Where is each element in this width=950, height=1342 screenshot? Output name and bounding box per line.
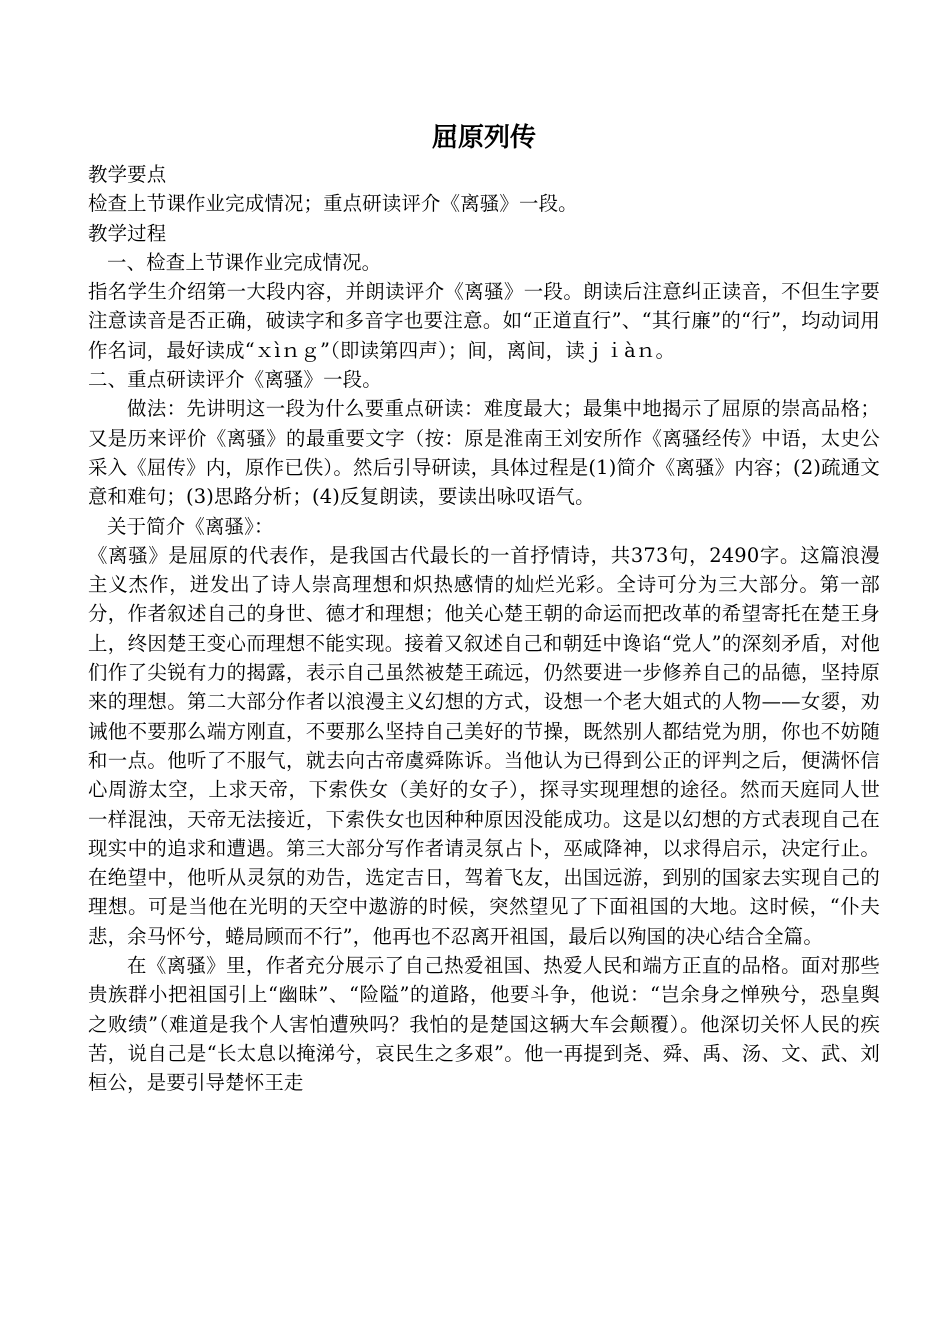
paragraph: 指名学生介绍第一大段内容，并朗读评介《离骚》一段。朗读后注意纠正读音，不但生字要注意读音是否正确，破读字和多音字也要注意。如“正道直行”、“其行廉”的“行”，均动词用作名词，最好读成“ｘìｎｇ”（即读第四声）；间，离间，读ｊｉàｎ。 (88, 280, 880, 362)
paragraph: 检查上节课作业完成情况；重点研读评介《离骚》一段。 (88, 192, 578, 216)
paragraph: 在《离骚》里，作者充分展示了自己热爱祖国、热爱人民和端方正直的品格。面对那些贵族群小把祖国引上“幽昧”、“险隘”的道路，他要斗争，他说：“岂余身之惮殃兮，恐皇舆之败绩”（难道是我个人害怕遭殃吗？我怕的是楚国这辆大车会颠覆）。他深切关怀人民的疾苦，说自己是“长太息以掩涕兮，哀民生之多艰”。他一再提到尧、舜、禹、汤、文、武、刘桓公，是要引导楚怀王走 (88, 954, 880, 1095)
paragraph: 做法：先讲明这一段为什么要重点研读：难度最大；最集中地揭示了屈原的崇高品格；又是历来评价《离骚》的最重要文字（按：原是淮南王刘安所作《离骚经传》中语，太史公采入《屈传》内，原作已佚）。然后引导研读，具体过程是(1)简介《离骚》内容；(2)疏通文意和难句；(3)思路分析；(4)反复朗读，要读出咏叹语气。 (88, 397, 880, 509)
document-body (88, 160, 880, 1098)
document-title: 屈原列传 (431, 123, 536, 153)
paragraph: 教学要点 (88, 163, 167, 186)
paragraph: 一、检查上节课作业完成情况。 (107, 250, 382, 274)
paragraph: 关于简介《离骚》： (107, 514, 274, 538)
paragraph: 二、重点研读评介《离骚》一段。 (88, 368, 382, 392)
paragraph: 《离骚》是屈原的代表作，是我国古代最长的一首抒情诗，共373句，2490字。这篇浪漫主义杰作，迸发出了诗人崇高理想和炽热感情的灿烂光彩。全诗可分为三大部分。第一部分，作者叙述自己的身世、德才和理想；他关心楚王朝的命运而把改革的希望寄托在楚王身上，终因楚王变心而理想不能实现。接着又叙述自己和朝廷中谗谄“党人”的深刻矛盾，对他们作了尖锐有力的揭露，表示自己虽然被楚王疏远，仍然要进一步修养自己的品德，坚持原来的理想。第二大部分作者以浪漫主义幻想的方式，设想一个老大姐式的人物——女媭，劝诫他不要那么端方刚直，不要那么坚持自己美好的节操，既然别人都结党为朋，你也不妨随和一点。他听了不服气，就去向古帝虞舜陈诉。当他认为已得到公正的评判之后，便满怀信心周游太空，上求天帝，下索佚女（美好的女子），探寻实现理想的途径。然而天庭同人世一样混浊，天帝无法接近，下索佚女也因种种原因没能成功。这是以幻想的方式表现自己在现实中的追求和遭遇。第三大部分写作者请灵氛占卜，巫咸降神，以求得启示，决定行止。在绝望中，他听从灵氛的劝告，选定吉日，驾着飞友，出国远游，到别的国家去实现自己的理想。可是当他在光明的天空中遨游的时候，突然望见了下面祖国的大地。这时候，“仆夫悲，余马怀兮，蜷局顾而不行”，他再也不忍离开祖国，最后以殉国的决心结合全篇。 (88, 543, 880, 948)
document-page (88, 118, 880, 1098)
paragraph: 教学过程 (88, 221, 167, 245)
